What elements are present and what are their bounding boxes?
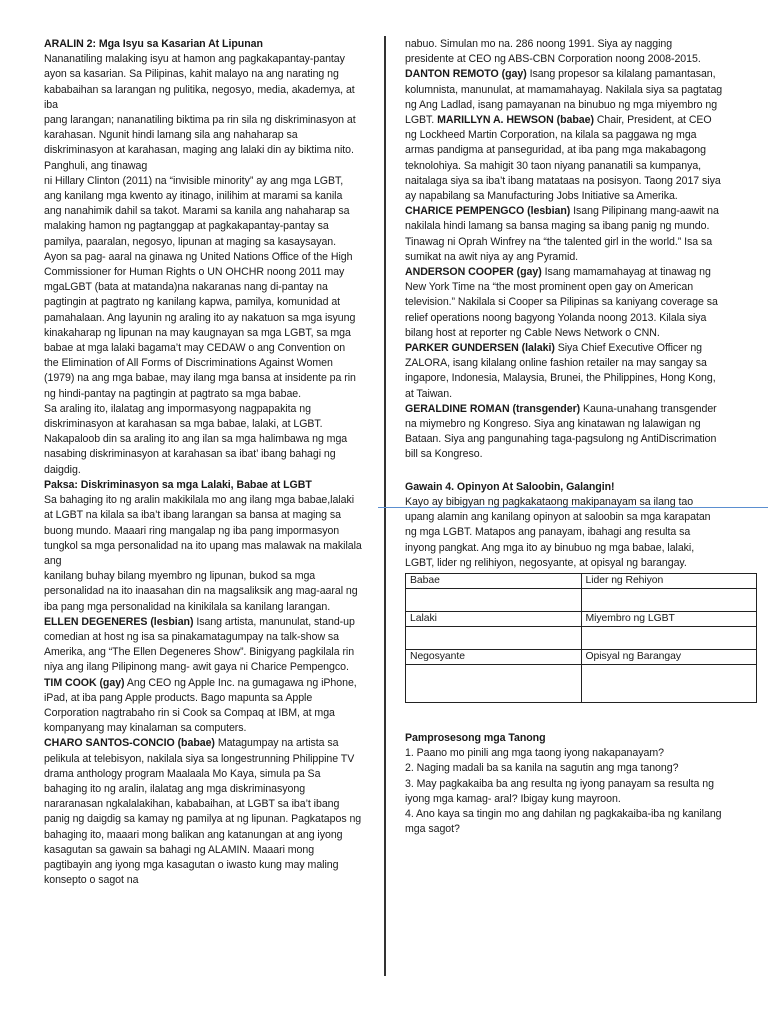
table-cell: Babae (406, 573, 582, 588)
table-cell: Lider ng Rehiyon (581, 573, 757, 588)
paragraph: ni Hillary Clinton (2011) na “invisible minority” ay ang mga LGBT, ang kanilang mga kwento ay itinago, inilihim at marami sa kanila ang nanahimik dahil sa takot. Marami sa kanila ang nahaharap sa malaking hamon ng pagtanggap at pagkakapantay-pantay sa pamilya, paaralan, negosyo, lipunan at maging sa kasaysayan. (44, 174, 350, 248)
paragraph: Sa araling ito, ilalatag ang impormasyong nagpapakita ng diskriminasyon at karahasan sa mga babae, lalaki, at LGBT. Nakapaloob din sa araling ito ang ilan sa mga halimbawa ng mga nasabing diskriminasyon at karahasan sa ibat’ ibang bahagi ng daigdig. (44, 402, 348, 476)
person-entry: ANDERSON COOPER (gay) Isang mamamahayag at tinawag ng New York Time na “the most prominent open gay on American television.” Nakilala si Cooper sa Pilipinas sa kaniyang coverage sa relief operations noong bagyong Yolanda noong 2013. Kilala siya bilang host at reporter ng Cable News Network o CNN. (405, 266, 718, 339)
left-column (44, 37, 362, 888)
right-column (405, 37, 723, 837)
person-name: TIM COOK (gay) (44, 676, 125, 689)
person-name: GERALDINE ROMAN (transgender) (405, 402, 581, 415)
question-item: 4. Ano kaya sa tingin mo ang dahilan ng pagkakaiba-iba ng kanilang mga sagot? (405, 807, 722, 836)
person-name: DANTON REMOTO (gay) (405, 68, 527, 81)
person-name: CHARO SANTOS-CONCIO (babae) (44, 737, 215, 750)
table-cell-empty (406, 626, 582, 649)
paragraph: Ayon sa pag- aaral na ginawa ng United Nations Office of the High Commissioner for Human Rights o UN OHCHR noong 2011 may mgaLGBT (bata at matanda)na nakaranas nang di-pantay na pagtingin at pagtrato ng kanilang kapwa, pamilya, komunidad at pamahalaan. Ang layunin ng araling ito ay nakatuon sa mga isyung kinakaharap ng lipunan na may kaugnayan sa mga LGBT, sa mga babae at mga lalaki bagama’t may CEDAW o ang Convention on the Elimination of All Forms of Discriminations Against Women (1979) na ang mga babae, may ilang mga bansa at insidente pa rin ng hindi-pantay na pagtingin at pagtrato sa mga babae. (44, 250, 356, 400)
lesson-title: ARALIN 2: Mga Isyu sa Kasarian At Lipunan (44, 38, 263, 50)
person-entry: PARKER GUNDERSEN (lalaki) Siya Chief Executive Officer ng ZALORA, isang kilalang online fashion retailer na may sangay sa ingapore, Indonesia, Malaysia, Brunei, the Philippines, Hong Kong, at Taiwan. (405, 342, 716, 400)
paragraph: kanilang buhay bilang myembro ng lipunan, bukod sa mga personalidad na ito inaasahan din na magsaliksik ang mag-aaral ng iba pang mga personalidad na kinikilala sa kanilang larangan. (44, 570, 358, 613)
person-entry: GERALDINE ROMAN (transgender) Kauna-unahang transgender na miymebro ng Kongreso. Siya ang kinatawan ng lalawigan ng Bataan. Siya ang pangunahing taga-pagsulong ng AntiDiscrimation bill sa Kongreso. (405, 402, 717, 461)
questions-title: Pamprosesong mga Tanong (405, 731, 546, 744)
table-cell: Opisyal ng Barangay (581, 649, 757, 664)
question-item: 2. Naging madali ba sa kanila na sagutin ang mga tanong? (405, 762, 679, 775)
question-item: 3. May pagkakaiba ba ang resulta ng iyong panayam sa resulta ng iyong mga kamag- aral? Ibigay kung mayroon. (405, 777, 714, 805)
person-name: ANDERSON COOPER (gay) (405, 266, 542, 279)
person-name: MARILLYN A. HEWSON (babae) (437, 114, 594, 127)
column-divider (384, 36, 386, 976)
person-entry: CHARICE PEMPENGCO (lesbian) Isang Pilipinang mang-aawit na nakilala hindi lamang sa bansa maging sa ibang panig ng mundo. Tinawag ni Oprah Winfrey na “the talented girl in the world.” Isa sa sumikat na awit niya ay ang Pyramid. (405, 205, 719, 263)
person-name: PARKER GUNDERSEN (lalaki) (405, 342, 555, 355)
table-cell-empty (406, 588, 582, 611)
paragraph: nabuo. Simulan mo na. 286 noong 1991. Siya ay nagging presidente at CEO ng ABS-CBN Corporation noong 2008-2015. (405, 38, 701, 66)
paragraph: Nananatiling malaking isyu at hamon ang pagkakapantay-pantay ayon sa kasarian. Sa Pilipinas, kahit malayo na ang narating ng kababaihan sa larangan ng pulitika, negosyo, media, akademya, at iba (44, 53, 355, 111)
table-cell: Negosyante (406, 649, 582, 664)
question-item: 1. Paano mo pinili ang mga taong iyong nakapanayam? (405, 747, 664, 760)
table-cell-empty (581, 664, 757, 702)
paragraph: Sa bahaging ito ng aralin makikilala mo ang ilang mga babae,lalaki at LGBT na kilala sa iba’t ibang larangan sa bansa at maging sa buong mundo. Maaari ring mangalap ng iba pang impormasyon tungkol sa mga personalidad na ito upang mas malawak na makilala ang (44, 494, 362, 567)
person-entry: ELLEN DEGENERES (lesbian) Isang artista, manunulat, stand-up comedian at host ng isa sa pinakamatagumpay na talk-show sa Amerika, ang “The Ellen Degeneres Show”. Binigyang pagkilala rin niya ang ilang Pilipinong mang- awit gaya ni Charice Pempengco. (44, 615, 355, 674)
activity-title: Gawain 4. Opinyon At Saloobin, Galangin! (405, 480, 615, 493)
table-cell: Miyembro ng LGBT (581, 611, 757, 626)
table-cell-empty (406, 664, 582, 702)
table-cell: Lalaki (406, 611, 582, 626)
table-cell-empty (581, 626, 757, 649)
table-cell-empty (581, 588, 757, 611)
person-entry: DANTON REMOTO (gay) Isang propesor sa kilalang pamantasan, kolumnista, manunulat, at mamamahayag. Nakilala siya sa pagtatag ng Ang Ladlad, isang pamayanan na binubuo ng mga miyembro ng LGBT. MARILLYN A. HEWSON (babae) Chair, President, at CEO ng Lockheed Martin Corporation, na kilala sa paggawa ng mga armas pandigma at panseguridad, at iba pang mga makabagong teknolohiya. Sa mahigit 30 taon niyang pananatili sa kumpanya, naitalaga siya sa iba’t ibang matataas na posisyon. Taong 2017 siya ay napabilang sa Manufacturing Jobs Initiative sa Amerika. (405, 68, 723, 203)
interview-table (405, 573, 757, 703)
activity-instructions: Kayo ay bibigyan ng pagkakataong makipanayam sa ilang tao upang alamin ang kanilang opinyon at saloobin sa mga karapatan ng mga LGBT. Matapos ang panayam, ibahagi ang resulta sa inyong pangkat. Ang mga ito ay binubuo ng mga babae, lalaki, LGBT, lider ng relihiyon, negosyante, at opisyal ng barangay. (405, 495, 711, 569)
person-name: CHARICE PEMPENGCO (lesbian) (405, 205, 571, 218)
person-entry: TIM COOK (gay) Ang CEO ng Apple Inc. na gumagawa ng iPhone, iPad, at iba pang Apple products. Bago mapunta sa Apple Corporation nagtrabaho rin si Cook sa Compaq at IBM, at mga kompanyang may kinalaman sa computers. (44, 676, 357, 735)
topic-title: Paksa: Diskriminasyon sa mga Lalaki, Babae at LGBT (44, 478, 312, 491)
person-name: ELLEN DEGENERES (lesbian) (44, 615, 194, 628)
person-entry: CHARO SANTOS-CONCIO (babae) Matagumpay na artista sa pelikula at telebisyon, nakilala siya sa longestrunning Philippine TV drama anthology program Maalaala Mo Kaya, simula pa Sa bahaging ito ng aralin, ilalatag ang mga diskriminasyong nararanasan ngkalalakihan, kababaihan, at LGBT sa iba’t ibang panig ng daigdig sa kamay ng pamilya at ng lipunan. Pagkatapos ng bahaging ito, maaari mong balikan ang katanungan at ang iyong kasagutan sa gawain sa bahagi ng ALAMIN. Maaari mong pagtibayin ang iyong mga kasagutan o iwasto kung may maling konsepto o sagot na (44, 737, 362, 887)
paragraph: pang larangan; nananatiling biktima pa rin sila ng diskriminasyon at karahasan. Ngunit hindi lamang sila ang nahaharap sa diskriminasyon at karahasan, maging ang lalaki din ay biktima nito. Panghuli, ang tinawag (44, 114, 356, 172)
